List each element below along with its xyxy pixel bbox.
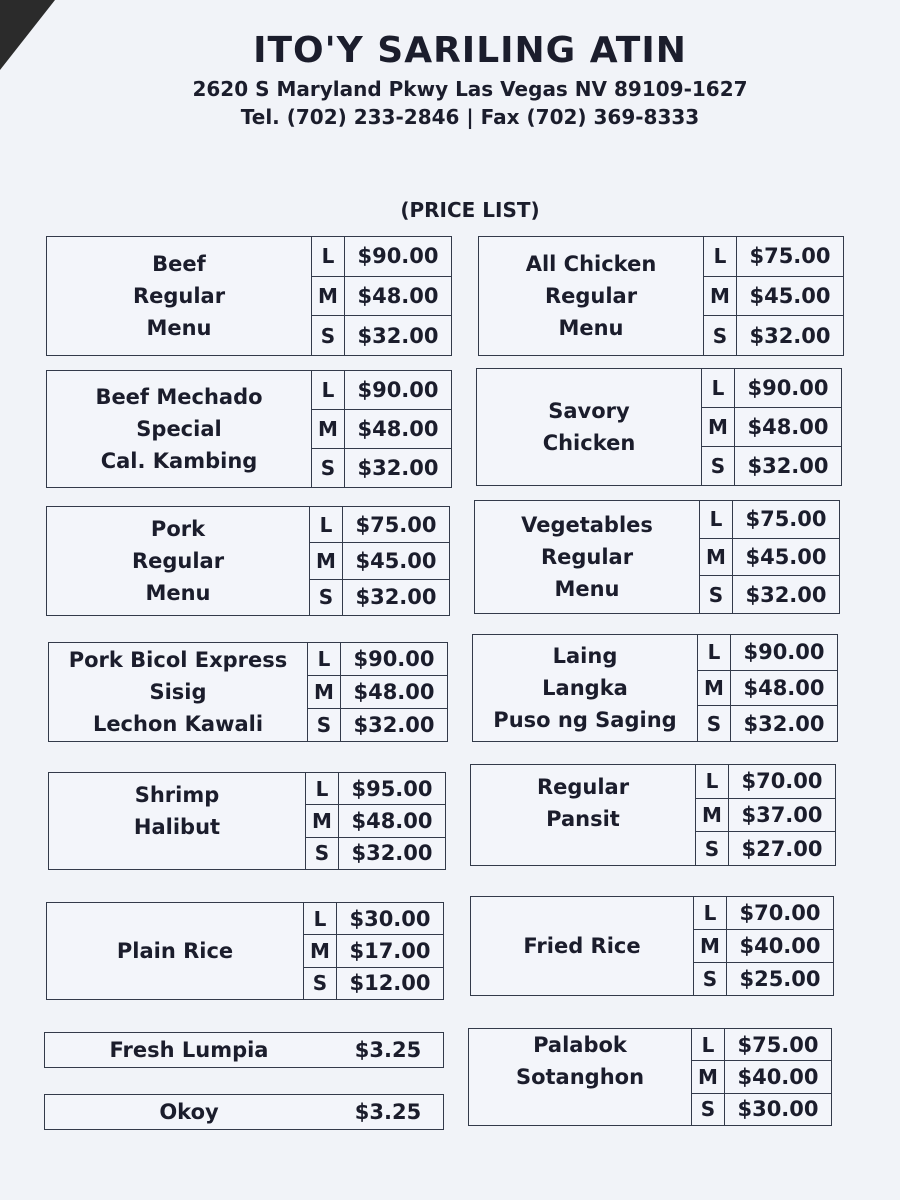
price-row: [700, 501, 839, 539]
item-names: [479, 237, 703, 355]
size-label: L: [312, 237, 345, 276]
price-value: $90.00: [747, 376, 829, 400]
size-label: L: [700, 501, 733, 538]
size-label: S: [702, 447, 735, 485]
size-label: S: [312, 449, 345, 487]
price-box-vegetables: [474, 500, 840, 614]
price-value: $75.00: [355, 512, 437, 537]
price-value: $30.00: [737, 1097, 819, 1122]
size-label: L: [704, 237, 737, 276]
item-name: Fried Rice: [523, 934, 641, 958]
item-names: [47, 237, 311, 355]
price-grid: [311, 237, 451, 355]
price-row: [304, 935, 443, 967]
item-name: Regular: [132, 284, 226, 308]
price-row: [694, 963, 833, 995]
size-label: M: [696, 799, 729, 832]
item-name: Palabok: [533, 1033, 627, 1057]
item-name: Special: [136, 417, 222, 441]
item-names: [471, 897, 693, 995]
menu-header: [150, 30, 790, 129]
price-value: $3.25: [354, 1100, 422, 1124]
size-label: S: [692, 1094, 725, 1125]
price-row: [700, 539, 839, 577]
item-names: [473, 635, 697, 741]
item-name: Regular: [131, 549, 225, 573]
size-label: S: [704, 316, 737, 355]
price-value: $27.00: [741, 836, 823, 861]
size-label: L: [304, 903, 337, 934]
restaurant-address: 2620 S Maryland Pkwy Las Vegas NV 89109-1627: [192, 77, 748, 101]
price-box-palabok: [468, 1028, 832, 1126]
price-row: [694, 897, 833, 930]
size-label: M: [702, 408, 735, 446]
price-row: [696, 832, 835, 865]
price-value: $75.00: [745, 507, 827, 532]
price-value: $32.00: [743, 711, 825, 736]
price-row: [702, 369, 841, 408]
price-box-pansit: [470, 764, 836, 866]
price-box-fresh-lumpia: [44, 1032, 444, 1068]
item-names: [475, 501, 699, 613]
price-grid: [307, 643, 447, 741]
size-label: S: [312, 316, 345, 355]
item-name: Okoy: [159, 1100, 219, 1124]
item-name: Fresh Lumpia: [109, 1038, 269, 1062]
price-grid: [691, 1029, 831, 1125]
size-label: S: [304, 968, 337, 999]
price-list-heading: (PRICE LIST): [400, 198, 540, 222]
price-row: [704, 277, 843, 317]
dark-corner: [0, 0, 55, 70]
price-value: $3.25: [354, 1038, 422, 1062]
price-row: [312, 371, 451, 410]
size-label: M: [694, 930, 727, 962]
price-grid: [693, 897, 833, 995]
price-value: $37.00: [741, 803, 823, 827]
price-value: $48.00: [743, 676, 825, 700]
price-box-savory-chicken: [476, 368, 842, 486]
price-value: $90.00: [357, 378, 439, 402]
price-row: [308, 676, 447, 709]
price-value: $40.00: [737, 1064, 819, 1089]
price-row: [310, 543, 449, 579]
item-name: Langka: [542, 676, 628, 700]
size-label: M: [700, 539, 733, 576]
price-row: [696, 799, 835, 833]
item-name: Regular: [536, 775, 630, 799]
price-value: $48.00: [357, 417, 439, 441]
item-name: Regular: [540, 545, 634, 569]
size-label: L: [694, 897, 727, 929]
price-grid: [695, 765, 835, 865]
size-label: M: [692, 1061, 725, 1092]
size-label: L: [696, 765, 729, 798]
price-value: $90.00: [357, 244, 439, 269]
item-name: Vegetables: [521, 513, 653, 537]
price-grid: [303, 903, 443, 999]
price-value: $12.00: [349, 971, 431, 996]
price-row: [306, 838, 445, 869]
price-row: [306, 805, 445, 837]
item-name: Pork: [150, 517, 206, 541]
price-grid: [309, 507, 449, 615]
price-box-laing: [472, 634, 838, 742]
size-label: S: [310, 580, 343, 615]
price-row: [312, 316, 451, 355]
item-name: Beef: [152, 252, 206, 276]
price-row: [304, 968, 443, 999]
item-name: Regular: [544, 284, 638, 308]
size-label: M: [698, 671, 731, 706]
price-row: [698, 635, 837, 671]
size-label: S: [306, 838, 339, 869]
price-box-beef-mechado: [46, 370, 452, 488]
price-value: $75.00: [749, 244, 831, 269]
item-names: [49, 773, 305, 869]
item-name: Laing: [552, 644, 618, 668]
price-row: [698, 671, 837, 707]
price-row: [692, 1061, 831, 1093]
price-row: [306, 773, 445, 805]
item-name: Pansit: [546, 807, 620, 831]
price-row: [312, 410, 451, 449]
price-value: $70.00: [739, 901, 821, 925]
item-names: [477, 369, 701, 485]
price-box-okoy: [44, 1094, 444, 1130]
price-value: $32.00: [749, 323, 831, 348]
price-row: [692, 1094, 831, 1125]
price-value: $48.00: [351, 808, 433, 833]
price-value: $45.00: [749, 284, 831, 308]
size-label: M: [310, 543, 343, 578]
price-value: $70.00: [741, 769, 823, 794]
price-value: $32.00: [353, 713, 435, 737]
price-value: $32.00: [355, 585, 437, 610]
price-row: [696, 765, 835, 799]
item-name: Menu: [145, 581, 211, 605]
size-label: S: [308, 709, 341, 741]
price-row: [702, 408, 841, 447]
item-name: Menu: [558, 316, 624, 340]
price-value: $90.00: [743, 640, 825, 665]
item-name: Pork Bicol Express: [68, 648, 288, 672]
price-row: [308, 643, 447, 676]
item-name: Puso ng Saging: [493, 708, 677, 732]
price-value: $30.00: [349, 906, 431, 931]
item-name: Chicken: [542, 431, 636, 455]
item-name: Beef Mechado: [95, 385, 263, 409]
size-label: M: [304, 935, 337, 966]
price-value: $32.00: [357, 456, 439, 480]
price-value: $32.00: [351, 841, 433, 866]
size-label: M: [312, 410, 345, 448]
price-grid: [697, 635, 837, 741]
price-value: $48.00: [357, 284, 439, 308]
price-row: [312, 449, 451, 487]
price-box-all-chicken: [478, 236, 844, 356]
item-name: Savory: [548, 399, 630, 423]
price-value: $32.00: [747, 454, 829, 478]
size-label: L: [308, 643, 341, 675]
size-label: M: [704, 277, 737, 316]
price-grid: [305, 773, 445, 869]
price-row: [694, 930, 833, 963]
item-name: All Chicken: [525, 252, 657, 276]
price-value: $17.00: [349, 938, 431, 963]
item-names: [47, 903, 303, 999]
price-row: [692, 1029, 831, 1061]
item-name: Halibut: [133, 815, 221, 839]
item-names: [469, 1029, 691, 1125]
item-names: [49, 643, 307, 741]
price-row: [702, 447, 841, 485]
item-name: Menu: [146, 316, 212, 340]
size-label: L: [310, 507, 343, 542]
size-label: S: [700, 576, 733, 613]
price-row: [310, 507, 449, 543]
price-value: $45.00: [355, 548, 437, 573]
price-grid: [701, 369, 841, 485]
price-row: [704, 237, 843, 277]
price-value: $45.00: [745, 545, 827, 569]
item-name: Lechon Kawali: [92, 712, 264, 736]
item-name: Cal. Kambing: [100, 449, 258, 473]
item-names: [471, 765, 695, 865]
price-box-plain-rice: [46, 902, 444, 1000]
price-value: $95.00: [351, 776, 433, 801]
price-value: $40.00: [739, 934, 821, 958]
restaurant-name: ITO'Y SARILING ATIN: [253, 30, 687, 71]
price-row: [312, 277, 451, 317]
size-label: L: [306, 773, 339, 804]
size-label: M: [306, 805, 339, 836]
size-label: S: [694, 963, 727, 995]
price-box-beef: [46, 236, 452, 356]
price-row: [308, 709, 447, 741]
price-value: $32.00: [357, 323, 439, 348]
size-label: S: [696, 832, 729, 865]
price-value: $90.00: [353, 647, 435, 671]
price-row: [304, 903, 443, 935]
price-value: $75.00: [737, 1032, 819, 1057]
price-value: $48.00: [353, 680, 435, 704]
item-name: Sisig: [149, 680, 207, 704]
size-label: M: [308, 676, 341, 708]
item-name: Shrimp: [134, 783, 220, 807]
price-row: [310, 580, 449, 615]
price-row: [698, 706, 837, 741]
price-value: $48.00: [747, 415, 829, 439]
price-grid: [699, 501, 839, 613]
size-label: S: [698, 706, 731, 741]
item-name: Menu: [554, 577, 620, 601]
size-label: L: [698, 635, 731, 670]
price-grid: [311, 371, 451, 487]
price-box-pork: [46, 506, 450, 616]
price-box-fried-rice: [470, 896, 834, 996]
price-row: [704, 316, 843, 355]
price-value: $25.00: [739, 967, 821, 991]
item-name: Plain Rice: [116, 939, 234, 963]
item-names: [47, 371, 311, 487]
item-names: [47, 507, 309, 615]
price-row: [312, 237, 451, 277]
price-box-shrimp: [48, 772, 446, 870]
price-grid: [703, 237, 843, 355]
size-label: L: [692, 1029, 725, 1060]
item-name: Sotanghon: [515, 1065, 645, 1089]
price-box-pork-bicol-express: [48, 642, 448, 742]
size-label: M: [312, 277, 345, 316]
price-value: $32.00: [745, 582, 827, 607]
price-row: [700, 576, 839, 613]
size-label: L: [702, 369, 735, 407]
size-label: L: [312, 371, 345, 409]
restaurant-phone: Tel. (702) 233-2846 | Fax (702) 369-8333: [240, 105, 700, 129]
